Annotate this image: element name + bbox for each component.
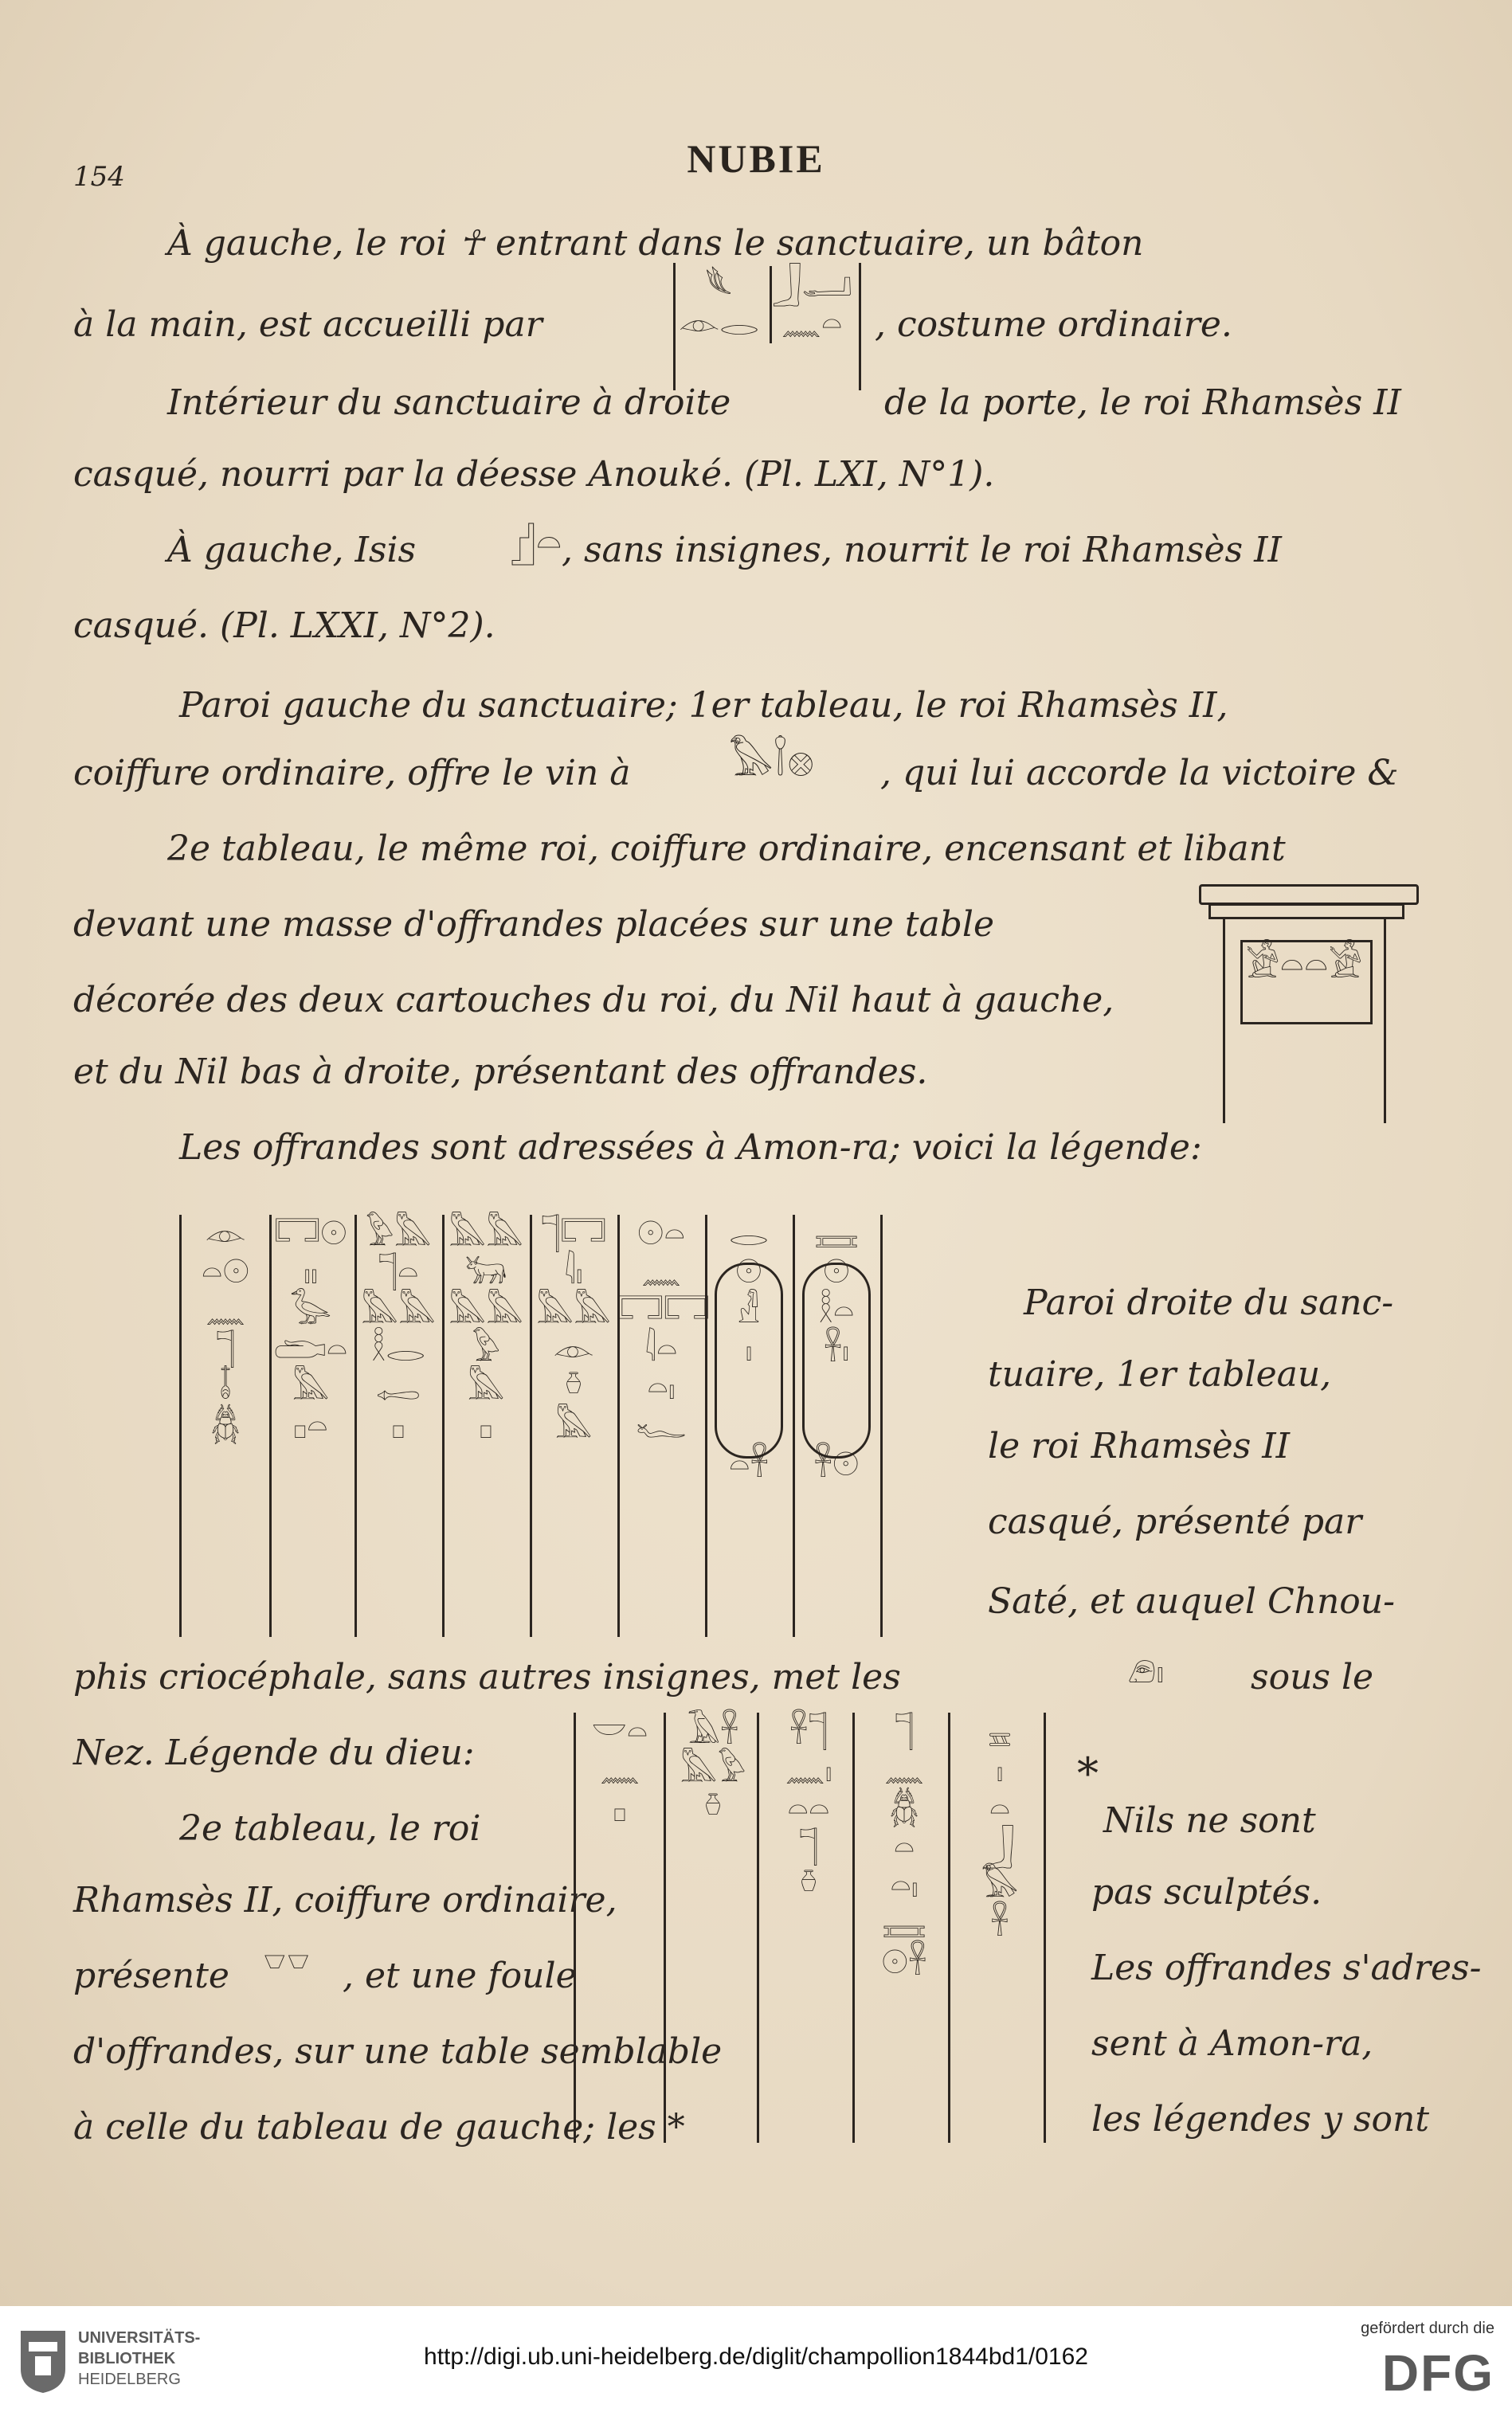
footnote-mark: * — [1077, 1748, 1099, 1799]
text-line: À gauche, Isis — [167, 530, 417, 570]
dfg-logo: DFG — [1381, 2344, 1494, 2402]
text-line: à la main, est accueilli par — [73, 304, 543, 345]
nose-glyph-icon: 𓂉𓏤 — [1127, 1648, 1165, 1691]
text-line: d'offrandes, sur une table semblable — [73, 2031, 723, 2072]
text-line: de la porte, le roi Rhamsès II — [884, 382, 1401, 423]
hieroglyph-column: 𓉐𓇳 𓏤𓏤 𓅭 𓂧𓏏 𓅓 𓊪𓏏 — [267, 1215, 357, 1637]
hieroglyph-column: 𓅱𓅓 𓊹𓏏 𓅓𓅓 𓎛𓂋 𓉻 𓊪 — [354, 1215, 445, 1637]
hieroglyph-legend-table-small — [574, 1713, 1060, 2143]
text-line: présente — [73, 1956, 229, 1996]
hieroglyph-column: 𓋹𓊹 𓈖𓏤 𓏏𓏏 𓊹 𓏊 — [765, 1713, 855, 2143]
hieroglyph-legend-table — [179, 1215, 968, 1637]
institution-name: UNIVERSITÄTS- BIBLIOTHEK HEIDELBERG — [78, 2329, 201, 2388]
hieroglyph-column: 𓅓𓅓 𓃒 𓅓𓅓 𓅱 𓅓 𓊪 — [442, 1215, 532, 1637]
hieroglyph-column: 𓈇 𓏤 𓏏 𓃀 𓅃 𓋹 — [956, 1713, 1046, 2143]
text-line: sent à Amon-ra, — [1091, 2023, 1373, 2064]
text-line: casqué. (Pl. LXXI, N°2). — [73, 605, 496, 646]
text-line: sous le — [1251, 1657, 1374, 1698]
text-line: Nez. Légende du dieu: — [73, 1733, 475, 1773]
text-line: tuaire, 1er tableau, — [988, 1354, 1332, 1395]
hieroglyph-column: 𓎟𓏏 𓈖 𓊪 — [574, 1713, 666, 2143]
text-line: à celle du tableau de gauche; les * — [73, 2107, 685, 2148]
funder-note: gefördert durch die — [1361, 2320, 1494, 2337]
hieroglyph-column: 𓊹 𓈖 𓆣 𓏏 𓏏𓏤 𓈘 𓇳𓋹 — [860, 1713, 950, 2143]
text-line: , qui lui accorde la victoire & — [880, 753, 1399, 793]
hieroglyph-group-icon: 𓆰 𓁹𓂋 𓃀𓂝 𓈖𓏏 — [673, 263, 861, 390]
text-line: décorée des deux cartouches du roi, du Nil haut à gauche, — [73, 980, 1114, 1020]
text-line: , costume ordinaire. — [875, 304, 1232, 345]
text-line: pas sculptés. — [1091, 1872, 1322, 1913]
text-line: À gauche, le roi ☥ entrant dans le sanctuaire, un bâton — [167, 223, 1144, 264]
page-number: 154 — [73, 161, 125, 193]
offering-table-drawing: 𓀀𓏏𓏏𓀀 — [1199, 884, 1414, 1123]
text-line: Nils ne sont — [1103, 1800, 1316, 1841]
hieroglyph-column: 𓇳𓏏 𓈖 𓉐𓉐 𓇋𓏏 𓏏𓏤 𓆑 — [617, 1215, 707, 1637]
text-line: 2e tableau, le roi — [179, 1808, 481, 1849]
hieroglyph-column: 𓂋 𓇳 𓁐 𓏤 𓏏𓋹 — [705, 1215, 795, 1637]
text-line: Paroi droite du sanc- — [1024, 1282, 1394, 1323]
running-head: NUBIE — [687, 136, 825, 181]
vase-pair-icon: 𓎺𓎺 — [263, 1943, 311, 1986]
text-line: Saté, et auquel Chnou- — [988, 1581, 1395, 1622]
text-line: casqué, nourri par la déesse Anouké. (Pl. LXI, N°1). — [73, 454, 995, 495]
isis-glyph-icon: 𓊨𓏏 — [510, 519, 562, 566]
hieroglyph-column: 𓄿𓋹 𓅓𓅱 𓏊 — [669, 1713, 759, 2143]
source-url-link[interactable]: http://digi.ub.uni-heidelberg.de/diglit/champollion1844bd1/0162 — [424, 2344, 1088, 2370]
text-line: le roi Rhamsès II — [988, 1426, 1291, 1466]
text-line: , sans insignes, nourrit le roi Rhamsès II — [562, 530, 1282, 570]
text-line: Rhamsès II, coiffure ordinaire, — [73, 1880, 617, 1921]
crown-glyph-icon: 𓅃𓌉𓊖 — [729, 738, 815, 785]
text-line: Les offrandes s'adres- — [1091, 1948, 1482, 1988]
text-line: Les offrandes sont adressées à Amon-ra; voici la légende: — [179, 1127, 1202, 1168]
text-line: et du Nil bas à droite, présentant des offrandes. — [73, 1051, 928, 1092]
text-line: 2e tableau, le même roi, coiffure ordinaire, encensant et libant — [167, 828, 1286, 869]
text-line: Paroi gauche du sanctuaire; 1er tableau, le roi Rhamsès II, — [179, 685, 1228, 726]
hieroglyph-column: 𓊹𓉐 𓇋𓏤 𓅓𓅓 𓁹 𓏊 𓅓 — [530, 1215, 620, 1637]
text-line: casqué, présenté par — [988, 1502, 1362, 1542]
text-line: les légendes y sont — [1091, 2099, 1430, 2140]
text-line: phis criocéphale, sans autres insignes, met les — [73, 1657, 901, 1698]
hieroglyph-column: 𓈘 𓇳 𓎛𓏏 𓋹𓏤 𓋹𓇳 — [793, 1215, 883, 1637]
text-line: devant une masse d'offrandes placées sur une table — [73, 904, 995, 945]
text-line: Intérieur du sanctuaire à droite — [167, 382, 731, 423]
text-line: coiffure ordinaire, offre le vin à — [73, 753, 631, 793]
text-line: , et une foule — [343, 1956, 577, 1996]
hieroglyph-column: 𓁹 𓏏𓇳 𓈖 𓊹 𓄤 𓆣 — [179, 1215, 272, 1637]
